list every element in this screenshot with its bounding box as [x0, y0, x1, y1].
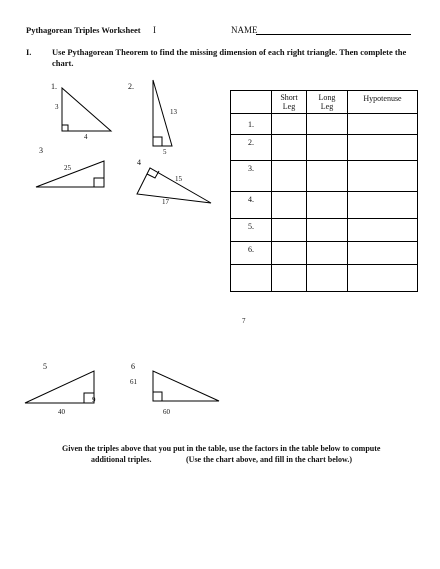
table-row: [231, 192, 418, 219]
chart-row-label: 3.: [231, 161, 272, 192]
triangle-1-side-b: 4: [84, 133, 88, 141]
footer-line-1: Given the triples above that you put in the table, use the factors in the table below to compute: [62, 444, 381, 453]
triangle-3-hypotenuse: 25: [64, 164, 71, 172]
triangle-6-side-b: 60: [163, 408, 170, 416]
table-row: [231, 114, 418, 135]
table-row: [231, 219, 418, 242]
chart-cell[interactable]: [348, 114, 418, 135]
worksheet-title: Pythagorean Triples Worksheet: [26, 25, 141, 35]
section-numeral: I.: [26, 47, 32, 57]
chart-row-label: 5.: [231, 219, 272, 242]
chart-header-blank: [231, 91, 272, 114]
chart-cell[interactable]: [348, 219, 418, 242]
chart-row-label: 2.: [231, 135, 272, 161]
table-row: [231, 242, 418, 265]
table-row: [231, 135, 418, 161]
chart-header-short-leg: Short Leg: [272, 91, 307, 114]
instructions-line-1: Use Pythagorean Theorem to find the missing dimension of each right triangle. Then complete the: [52, 47, 407, 57]
triangle-5-side-a: 9: [92, 396, 96, 404]
chart-cell[interactable]: [348, 265, 418, 292]
triangle-4-number: 4: [137, 158, 141, 167]
chart-cell[interactable]: [307, 265, 348, 292]
chart-cell[interactable]: [272, 219, 307, 242]
table-row: [231, 161, 418, 192]
chart-header-row: [231, 91, 418, 114]
name-label: NAME: [231, 25, 258, 35]
chart-cell[interactable]: [348, 242, 418, 265]
chart-cell[interactable]: [307, 135, 348, 161]
triangle-4-hypotenuse: 17: [162, 198, 169, 206]
chart-header-long-leg: Long Leg: [307, 91, 348, 114]
triangle-2-number: 2.: [128, 82, 134, 91]
triangle-3-number: 3: [39, 146, 43, 155]
chart-cell[interactable]: [272, 114, 307, 135]
triangle-4-side-a: 15: [175, 175, 182, 183]
chart-cell[interactable]: [307, 242, 348, 265]
triangle-5-side-b: 40: [58, 408, 65, 416]
triangle-1-number: 1.: [51, 82, 57, 91]
chart-row-label: 6.: [231, 242, 272, 265]
chart-cell[interactable]: [272, 265, 307, 292]
chart-cell[interactable]: [348, 161, 418, 192]
instructions-line-2: chart.: [52, 58, 74, 68]
chart-row-label: 1.: [231, 114, 272, 135]
triangle-2-hypotenuse: 13: [170, 108, 177, 116]
triples-chart: [230, 90, 418, 292]
triangle-1: [62, 88, 111, 131]
triangle-2-side-b: 5: [163, 148, 167, 156]
chart-cell[interactable]: [272, 161, 307, 192]
chart-row-label: 4.: [231, 192, 272, 219]
right-angle-mark-2: [153, 137, 162, 146]
chart-cell[interactable]: [307, 114, 348, 135]
triangle-5-number: 5: [43, 362, 47, 371]
chart-cell[interactable]: [307, 219, 348, 242]
triangle-6-side-a: 61: [130, 378, 137, 386]
triangle-1-side-a: 3: [55, 103, 59, 111]
table-row: [231, 265, 418, 292]
chart-cell[interactable]: [272, 192, 307, 219]
chart-cell[interactable]: [348, 192, 418, 219]
triangle-6: [153, 371, 219, 401]
chart-cell[interactable]: [348, 135, 418, 161]
chart-header-hypotenuse: Hypotenuse: [348, 91, 418, 114]
triangle-6-number: 6: [131, 362, 135, 371]
right-angle-mark-1: [62, 125, 68, 131]
chart-cell[interactable]: [272, 242, 307, 265]
chart-cell[interactable]: [272, 135, 307, 161]
chart-cell[interactable]: [307, 161, 348, 192]
triangle-4: [137, 168, 211, 203]
right-angle-mark-6: [153, 392, 162, 401]
page-number: 7: [242, 317, 246, 325]
chart-cell[interactable]: [307, 192, 348, 219]
footer-line-2b: (Use the chart above, and fill in the chart below.): [186, 455, 352, 464]
chart-row-label: [231, 265, 272, 292]
header-roman-numeral: I: [153, 25, 156, 35]
right-angle-mark-3: [94, 178, 104, 187]
footer-line-2a: additional triples.: [91, 455, 152, 464]
